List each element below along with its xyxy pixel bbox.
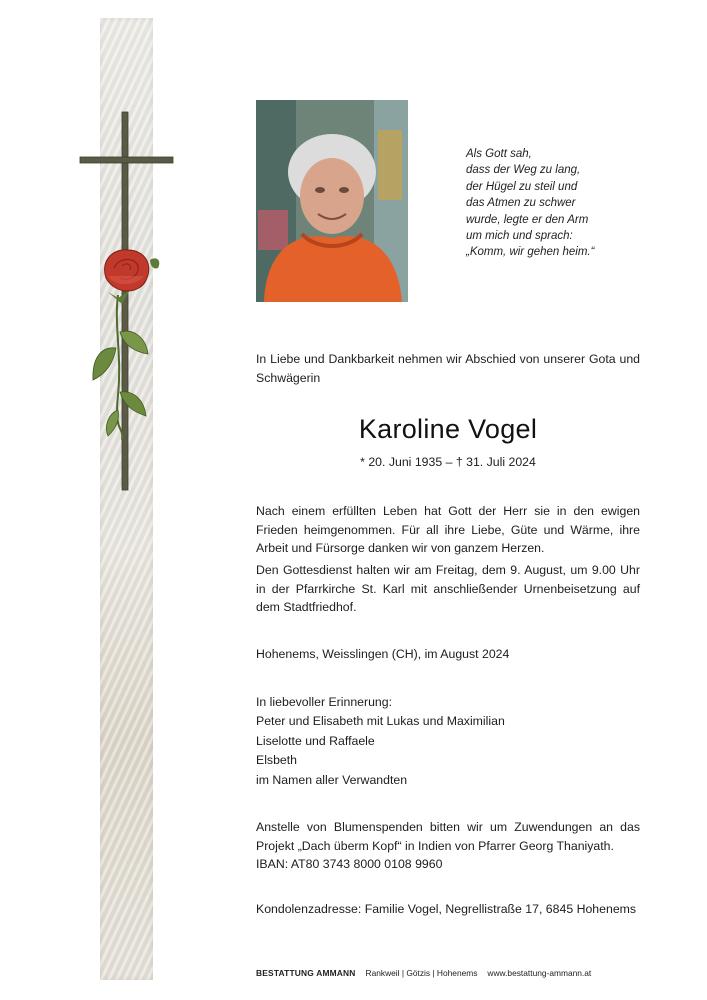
poem-line: wurde, legte er den Arm [466, 213, 589, 226]
portrait-photo [256, 100, 408, 302]
life-dates: * 20. Juni 1935 – † 31. Juli 2024 [360, 455, 536, 469]
funeral-home-locations: Rankweil | Götzis | Hohenems [365, 968, 478, 978]
cross-with-rose-icon [78, 110, 178, 500]
mourner-line: Peter und Elisabeth mit Lukas und Maximilian [256, 714, 505, 728]
mourner-line: Elsbeth [256, 753, 298, 767]
deceased-name: Karoline Vogel [358, 414, 538, 444]
intro-text: In Liebe und Dankbarkeit nehmen wir Abschied von unserer Gota und Schwägerin [256, 352, 640, 385]
poem-line: das Atmen zu schwer [466, 197, 576, 210]
poem-line: Als Gott sah, [466, 148, 532, 160]
farewell-paragraph: Nach einem erfüllten Leben hat Gott der Herr sie in den ewigen Frieden heimgenommen. Für all ihre Liebe, Güte und Wärme, ihre Arbeit und Fürsorge danken wir von ganzem Herzen. [256, 504, 640, 556]
poem [466, 146, 646, 261]
place-date: Hohenems, Weisslingen (CH), im August 2024 [256, 647, 510, 661]
donation-notice [256, 818, 640, 874]
condolence-address: Kondolenzadresse: Familie Vogel, Negrellistraße 17, 6845 Hohenems [256, 902, 637, 916]
iban: IBAN: AT80 3743 8000 0108 9960 [256, 857, 443, 872]
mourner-line: Liselotte und Raffaele [256, 733, 375, 748]
funeral-home-brand: BESTATTUNG AMMANN [256, 968, 356, 978]
donation-text: Anstelle von Blumenspenden bitten wir um Zuwendungen an das Projekt „Dach überm Kopf“ in Indien von Pfarrer Georg Thaniyath. [256, 820, 640, 853]
poem-line: „Komm, wir gehen heim.“ [466, 246, 595, 259]
service-paragraph: Den Gottesdienst halten wir am Freitag, dem 9. August, um 9.00 Uhr in der Pfarrkirche St. Karl mit anschließender Urnenbeisetzung auf dem Stadtfriedhof. [256, 563, 640, 615]
poem-line: dass der Weg zu lang, [466, 164, 581, 177]
mourner-line: im Namen aller Verwandten [256, 772, 408, 787]
mourners-label: In liebevoller Erinnerung: [256, 695, 393, 709]
footer [256, 968, 640, 978]
mourners-list [256, 712, 640, 790]
funeral-home-website[interactable]: www.bestattung-ammann.at [487, 968, 592, 978]
poem-line: um mich und sprach: [466, 230, 573, 243]
poem-line: der Hügel zu steil und [466, 180, 578, 193]
